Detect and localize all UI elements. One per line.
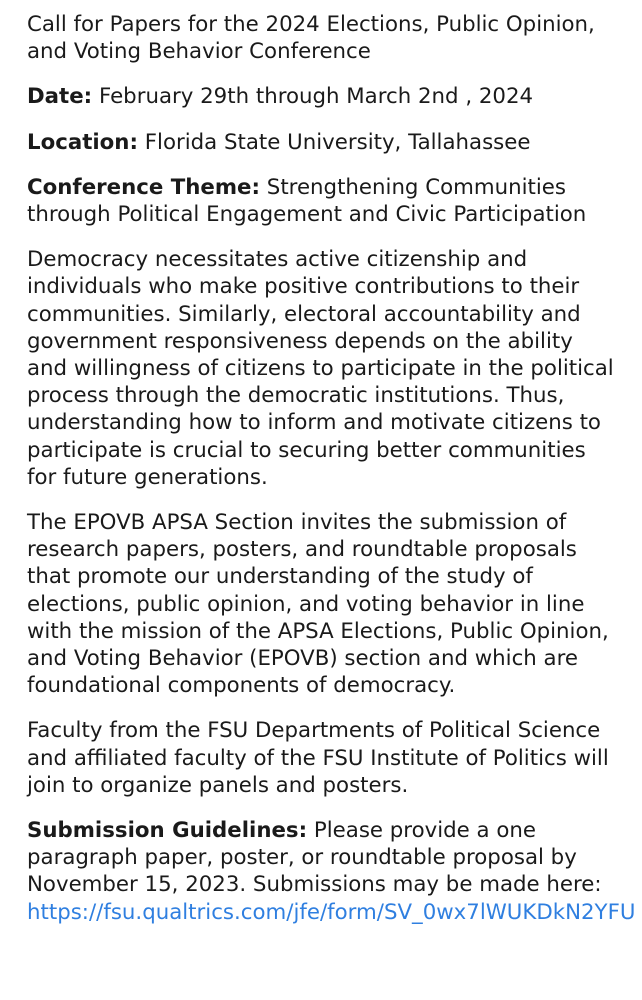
date-line (27, 83, 619, 110)
date-label: Date: (27, 84, 93, 110)
theme-line (27, 174, 619, 228)
submission-label: Submission Guidelines: (27, 818, 308, 844)
location-value: Florida State University, Tallahassee (144, 129, 531, 155)
submission-guidelines (27, 817, 636, 926)
paragraph-democracy: Democracy necessitates active citizenship and individuals who make positive contributions to their communities. Similarly, electoral accountability and government responsiveness depends on the ability and willingness of citizens to participate in the political process through the democratic institutions. Thus, understanding how to inform and motivate citizens to participate is crucial to securing better communities for future generations. (27, 247, 614, 490)
submission-link[interactable]: https://fsu.qualtrics.com/jfe/form/SV_0wx7lWUKDkN2YFU (27, 899, 636, 925)
paragraph-invitation: The EPOVB APSA Section invites the submission of research papers, posters, and roundtable proposals that promote our understanding of the study of elections, public opinion, and voting behavior in line with the mission of the APSA Elections, Public Opinion, and Voting Behavior (EPOVB) section and which are foundational components of democracy. (27, 510, 609, 699)
page-title: Call for Papers for the 2024 Elections, Public Opinion, and Voting Behavior Conference (27, 12, 595, 65)
paragraph-faculty: Faculty from the FSU Departments of Political Science and affiliated faculty of the FSU Institute of Politics will join to organize panels and posters. (27, 718, 609, 798)
submission-text: Please provide a one paragraph paper, poster, or roundtable proposal by November 15, 2023. Submissions may be made here: (27, 818, 602, 898)
date-value: February 29th through March 2nd , 2024 (98, 84, 534, 110)
theme-label: Conference Theme: (27, 174, 261, 200)
location-line (27, 129, 619, 156)
location-label: Location: (27, 129, 138, 155)
theme-value: Strengthening Communities through Political Engagement and Civic Participation (27, 174, 587, 228)
